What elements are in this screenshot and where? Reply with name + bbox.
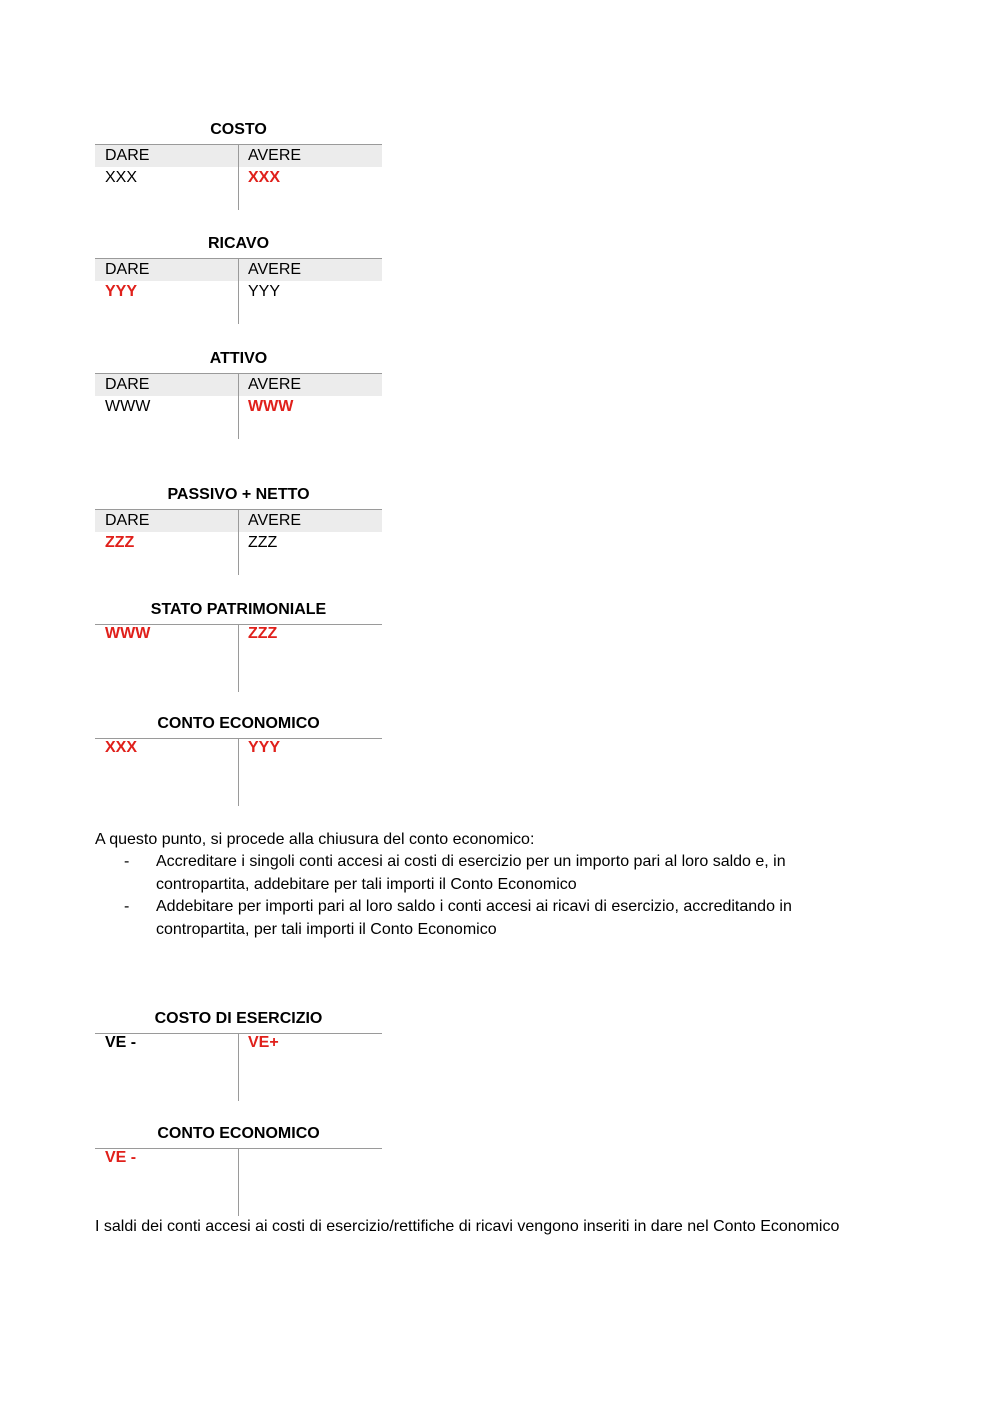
avere-value: ZZZ: [248, 534, 278, 551]
account-center-rule: [238, 145, 239, 210]
account-title: CONTO ECONOMICO: [157, 715, 320, 732]
bullet-item: Addebitare per importi pari al loro saldo i conti accesi ai ricavi di esercizio, accreditando in contropartita, per tali importi il Conto Economico: [156, 898, 792, 938]
dare-header: DARE: [105, 261, 150, 278]
dare-value: VE -: [105, 1149, 137, 1166]
account-center-rule: [238, 374, 239, 439]
dare-value: WWW: [105, 625, 151, 642]
t-account-attivo: [95, 351, 382, 441]
dare-value: YYY: [105, 283, 138, 300]
account-title: PASSIVO + NETTO: [167, 486, 310, 503]
dare-value: XXX: [105, 169, 138, 186]
t-account-conto-economico: [95, 716, 382, 806]
avere-value: VE+: [248, 1034, 279, 1051]
account-title: ATTIVO: [209, 350, 268, 367]
avere-value: XXX: [248, 169, 281, 186]
account-center-rule: [238, 739, 239, 806]
bullet-dash: -: [124, 898, 130, 915]
dare-header: DARE: [105, 376, 150, 393]
avere-value: ZZZ: [248, 625, 278, 642]
account-center-rule: [238, 510, 239, 575]
t-account-costo-di-esercizio: [95, 1011, 382, 1101]
avere-header: AVERE: [248, 147, 302, 164]
account-center-rule: [238, 259, 239, 324]
account-title: STATO PATRIMONIALE: [150, 601, 327, 618]
avere-header: AVERE: [248, 376, 302, 393]
dare-value: XXX: [105, 739, 138, 756]
account-title: COSTO DI ESERCIZIO: [154, 1010, 323, 1027]
account-title: CONTO ECONOMICO: [157, 1125, 320, 1142]
account-center-rule: [238, 1149, 239, 1216]
avere-header: AVERE: [248, 261, 302, 278]
t-account-passivo-netto: [95, 487, 382, 577]
account-center-rule: [238, 625, 239, 692]
dare-value: WWW: [105, 398, 151, 415]
dare-header: DARE: [105, 512, 150, 529]
t-account-conto-economico-closing: [95, 1126, 382, 1216]
dare-value: VE -: [105, 1034, 137, 1051]
account-title: COSTO: [210, 121, 267, 138]
avere-value: WWW: [248, 398, 294, 415]
account-title: RICAVO: [207, 235, 270, 252]
avere-value: YYY: [248, 283, 281, 300]
dare-header: DARE: [105, 147, 150, 164]
bullet-dash: -: [124, 853, 130, 870]
t-account-ricavo: [95, 236, 382, 326]
bullet-item: Accreditare i singoli conti accesi ai costi di esercizio per un importo pari al loro saldo e, in contropartita, addebitare per tali importi il Conto Economico: [156, 853, 786, 893]
account-center-rule: [238, 1034, 239, 1101]
dare-value: ZZZ: [105, 534, 135, 551]
avere-header: AVERE: [248, 512, 302, 529]
avere-value: YYY: [248, 739, 281, 756]
intro-paragraph: A questo punto, si procede alla chiusura del conto economico:: [95, 831, 535, 848]
closing-paragraph: I saldi dei conti accesi ai costi di esercizio/rettifiche di ricavi vengono inseriti in dare nel Conto Economico: [95, 1218, 840, 1235]
t-account-stato-patrimoniale: [95, 602, 382, 692]
t-account-costo: [95, 122, 382, 212]
